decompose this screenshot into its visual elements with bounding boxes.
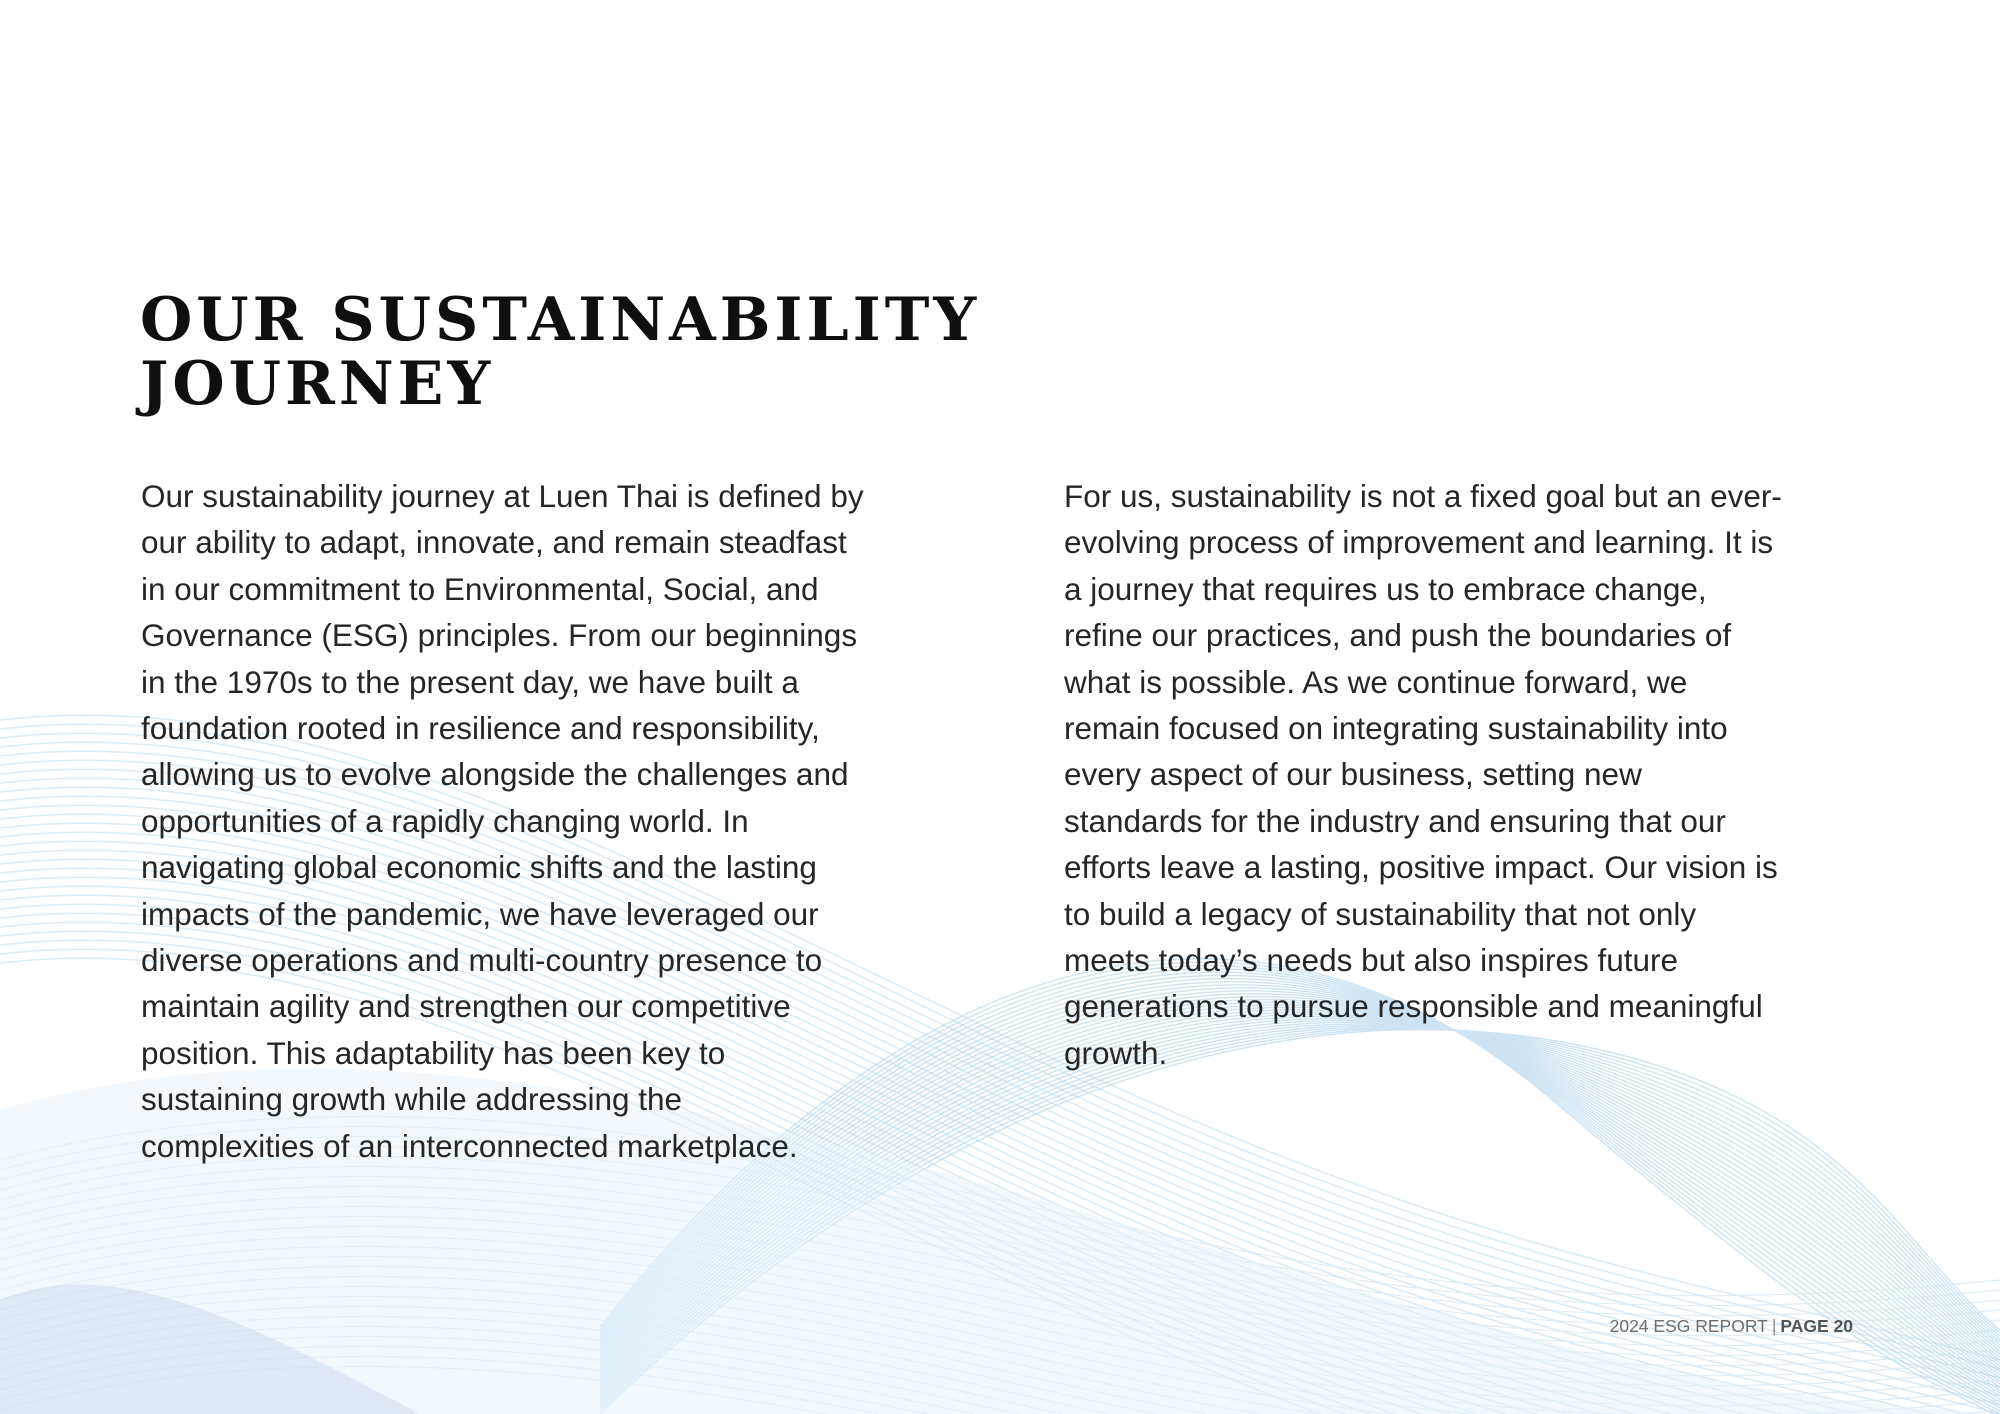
text-line: maintain agility and strengthen our competitive bbox=[141, 988, 791, 1025]
text-line: opportunities of a rapidly changing world. In bbox=[141, 802, 749, 839]
text-line: every aspect of our business, setting new bbox=[1064, 756, 1642, 793]
title-line: OUR SUSTAINABILITY bbox=[140, 285, 981, 355]
text-line: sustaining growth while addressing the bbox=[141, 1081, 683, 1118]
page-footer bbox=[1610, 1314, 1853, 1338]
text-line: allowing us to evolve alongside the challenges and bbox=[141, 756, 849, 793]
text-line: meets today’s needs but also inspires future bbox=[1064, 942, 1679, 979]
text-line: in the 1970s to the present day, we have built a bbox=[141, 663, 799, 700]
text-line: foundation rooted in resilience and responsibility, bbox=[141, 710, 820, 747]
text-line: growth. bbox=[1064, 1034, 1168, 1071]
text-line: navigating global economic shifts and the lasting bbox=[141, 849, 817, 886]
text-line: what is possible. As we continue forward, we bbox=[1064, 663, 1688, 700]
text-line: impacts of the pandemic, we have leveraged our bbox=[141, 895, 819, 932]
body-text-left-column bbox=[141, 473, 901, 1169]
text-line: efforts leave a lasting, positive impact. Our vision is bbox=[1064, 849, 1778, 886]
text-line: refine our practices, and push the boundaries of bbox=[1064, 617, 1732, 654]
footer-separator: | bbox=[1771, 1316, 1777, 1336]
page-number: PAGE 20 bbox=[1780, 1316, 1853, 1336]
text-line: diverse operations and multi-country presence to bbox=[141, 942, 823, 979]
text-line: generations to pursue responsible and meaningful bbox=[1064, 988, 1763, 1025]
text-line: remain focused on integrating sustainability into bbox=[1064, 710, 1728, 747]
body-text-right-column bbox=[1064, 473, 1824, 1076]
text-line: evolving process of improvement and learning. It is bbox=[1064, 524, 1774, 561]
text-line: a journey that requires us to embrace change, bbox=[1064, 570, 1707, 607]
page-title bbox=[140, 285, 1140, 419]
report-name: 2024 ESG REPORT bbox=[1609, 1316, 1768, 1336]
text-line: Governance (ESG) principles. From our beginnings bbox=[141, 617, 858, 654]
text-line: complexities of an interconnected marketplace. bbox=[141, 1127, 798, 1164]
text-line: in our commitment to Environmental, Social, and bbox=[141, 570, 819, 607]
text-line: For us, sustainability is not a fixed goal but an ever- bbox=[1064, 478, 1782, 514]
text-line: standards for the industry and ensuring that our bbox=[1064, 802, 1726, 839]
title-line: JOURNEY bbox=[140, 349, 495, 419]
text-line: position. This adaptability has been key to bbox=[141, 1034, 726, 1071]
text-line: to build a legacy of sustainability that not only bbox=[1064, 895, 1697, 932]
text-line: our ability to adapt, innovate, and remain steadfast bbox=[141, 524, 847, 561]
text-line: Our sustainability journey at Luen Thai is defined by bbox=[141, 478, 864, 514]
